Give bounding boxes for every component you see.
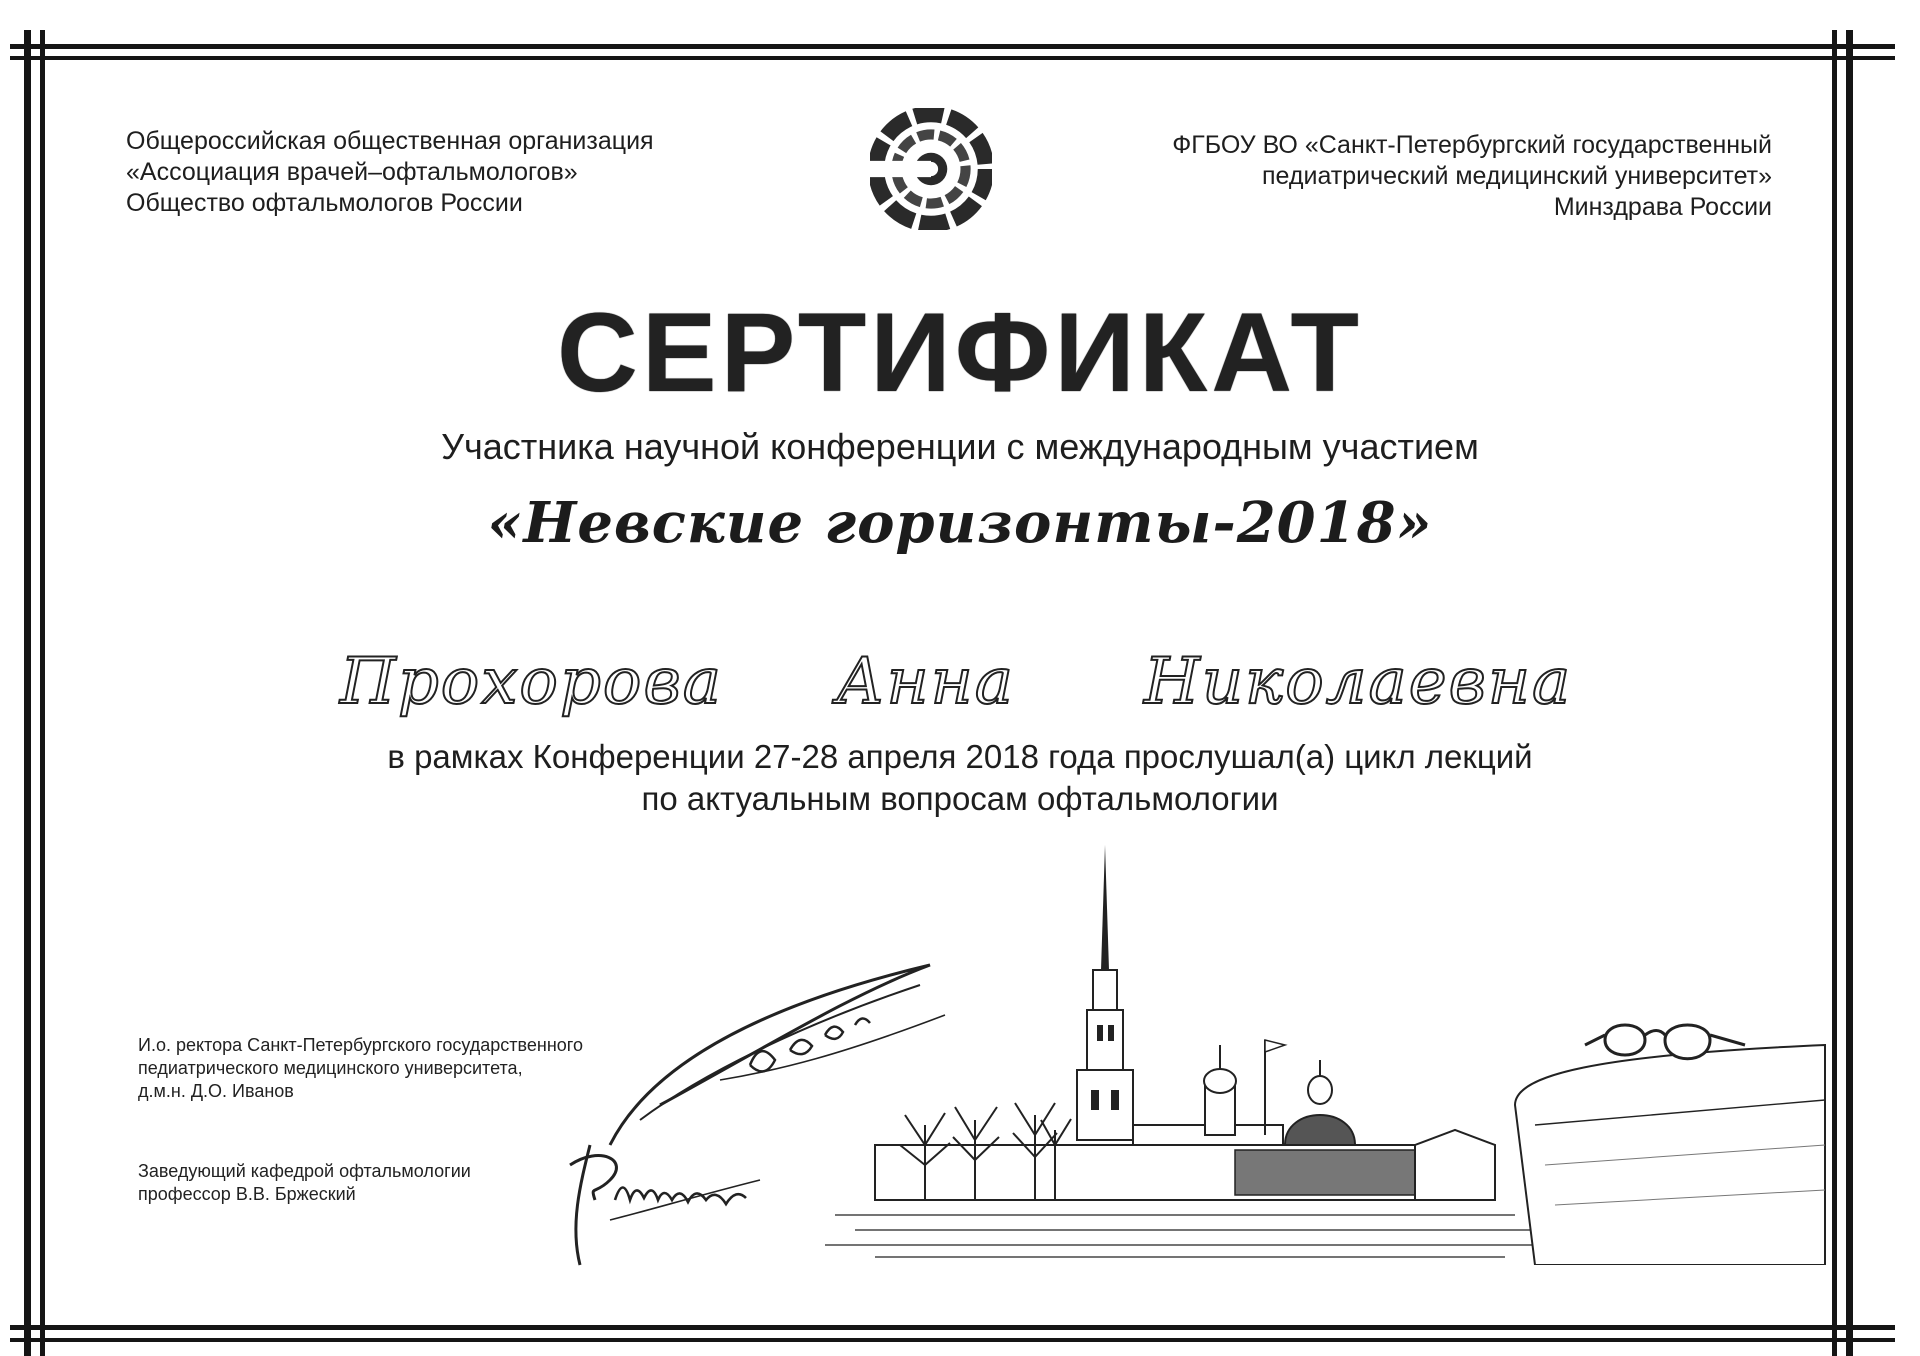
head-line-2: профессор В.В. Бржеский	[138, 1184, 356, 1204]
participant-last-name: Прохорова	[340, 645, 723, 719]
rector-line-1: И.о. ректора Санкт-Петербургского государственного	[138, 1035, 583, 1055]
org-right-line-2: педиатрический медицинский университет»	[1262, 162, 1772, 190]
frame-bottom-outer	[10, 1338, 1895, 1342]
rector-signatory	[138, 1034, 583, 1103]
department-head-signature	[560, 1125, 780, 1275]
certificate-subtitle: Участника научной конференции с международным участием	[441, 426, 1479, 467]
frame-top-inner	[10, 56, 1895, 60]
participant-first-name: Анна	[836, 645, 1015, 719]
frame-top-outer	[10, 44, 1895, 49]
peter-and-paul-fortress-illustration	[815, 845, 1830, 1265]
org-right-line-1: ФГБОУ ВО «Санкт-Петербургский государственный	[1172, 131, 1772, 159]
rector-line-3: д.м.н. Д.О. Иванов	[138, 1081, 294, 1101]
org-left-line-1: Общероссийская общественная организация	[126, 127, 654, 155]
head-line-1: Заведующий кафедрой офтальмологии	[138, 1161, 471, 1181]
participant-middle-name: Николаевна	[1144, 645, 1573, 719]
certificate-body-line-1: в рамках Конференции 27-28 апреля 2018 года прослушал(а) цикл лекций	[387, 738, 1533, 775]
org-left-line-3: Общество офтальмологов России	[126, 189, 523, 217]
org-right-line-3: Минздрава России	[1553, 193, 1772, 221]
frame-right-outer	[1846, 30, 1853, 1356]
organization-left	[126, 126, 654, 219]
department-head-signatory	[138, 1160, 471, 1206]
rector-line-2: педиатрического медицинского университета,	[138, 1058, 523, 1078]
frame-left-outer	[24, 30, 31, 1356]
org-left-line-2: «Ассоциация врачей–офтальмологов»	[126, 158, 578, 186]
certificate-body-line-2: по актуальным вопросам офтальмологии	[641, 780, 1279, 817]
certificate-title: СЕРТИФИКАТ	[557, 290, 1363, 415]
conference-name: «Невские горизонты-2018»	[487, 490, 1433, 556]
frame-bottom-inner	[10, 1325, 1895, 1330]
association-logo	[870, 108, 992, 230]
frame-right-inner	[1832, 30, 1837, 1356]
frame-left-inner	[40, 30, 45, 1356]
organization-right	[1172, 130, 1772, 223]
